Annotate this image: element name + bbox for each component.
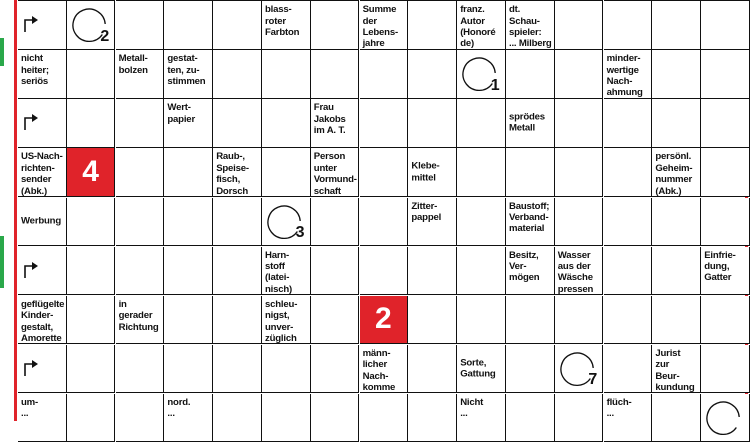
answer-cell[interactable] xyxy=(213,198,262,247)
clue-cell xyxy=(213,148,262,197)
solution-number: 3 xyxy=(295,224,305,241)
answer-cell[interactable] xyxy=(701,394,750,442)
answer-cell[interactable] xyxy=(164,345,213,394)
answer-cell[interactable] xyxy=(116,198,165,247)
clue-text: Harn- stoff (latei- nisch) xyxy=(265,249,293,295)
clue-text: persönl. Geheim- nummer (Abk.) xyxy=(655,151,693,197)
clue-cell xyxy=(262,247,311,296)
clue-cell xyxy=(18,198,67,247)
red-number-box[interactable] xyxy=(360,296,409,345)
answer-cell[interactable] xyxy=(652,247,701,296)
clue-text: dt. Schau- spieler: ... Milberg xyxy=(509,4,552,50)
answer-cell[interactable] xyxy=(213,394,262,442)
answer-cell[interactable] xyxy=(457,50,506,99)
answer-cell[interactable] xyxy=(604,99,653,148)
clue-cell xyxy=(506,247,555,296)
solution-number: 1 xyxy=(490,76,500,94)
answer-cell[interactable] xyxy=(604,345,653,394)
clue-text: Wasser aus der Wäsche pressen xyxy=(557,249,594,295)
answer-cell[interactable] xyxy=(604,148,653,197)
answer-cell[interactable] xyxy=(262,148,311,197)
answer-cell[interactable] xyxy=(213,247,262,296)
clue-text: Einfrie- dung, Gatter xyxy=(704,249,736,284)
clue-cell xyxy=(457,394,506,442)
answer-cell[interactable] xyxy=(652,50,701,99)
answer-cell[interactable] xyxy=(67,296,116,345)
clue-cell xyxy=(555,247,604,296)
clue-cell xyxy=(311,99,360,148)
answer-cell[interactable] xyxy=(311,394,360,442)
answer-cell[interactable] xyxy=(457,198,506,247)
answer-cell[interactable] xyxy=(506,296,555,345)
answer-cell[interactable] xyxy=(408,345,457,394)
clue-cell xyxy=(164,50,213,99)
clue-text: gestat- ten, zu- stimmen xyxy=(167,53,206,87)
answer-cell[interactable] xyxy=(18,1,67,50)
clue-text: um- ... xyxy=(21,396,38,420)
clue-text: Zitter- pappel xyxy=(411,200,442,223)
answer-cell[interactable] xyxy=(116,394,165,442)
answer-cell[interactable] xyxy=(652,1,701,50)
red-number-box[interactable] xyxy=(67,148,116,197)
answer-cell[interactable] xyxy=(262,345,311,394)
answer-cell[interactable] xyxy=(213,296,262,345)
answer-cell[interactable] xyxy=(555,345,604,394)
answer-cell[interactable] xyxy=(116,1,165,50)
answer-cell[interactable] xyxy=(701,99,750,148)
answer-cell[interactable] xyxy=(701,198,750,247)
answer-cell[interactable] xyxy=(555,1,604,50)
answer-cell[interactable] xyxy=(555,296,604,345)
answer-cell[interactable] xyxy=(408,296,457,345)
clue-cell xyxy=(506,1,555,50)
clue-cell xyxy=(604,50,653,99)
answer-cell[interactable] xyxy=(360,198,409,247)
answer-cell[interactable] xyxy=(262,394,311,442)
clue-text: US-Nach- richten- sender (Abk.) xyxy=(21,151,63,197)
answer-cell[interactable] xyxy=(701,1,750,50)
answer-cell[interactable] xyxy=(262,198,311,247)
clue-cell xyxy=(506,99,555,148)
answer-cell[interactable] xyxy=(18,99,67,148)
clue-text: Klebe- mittel xyxy=(411,160,440,184)
answer-cell[interactable] xyxy=(457,247,506,296)
clue-text: geflügelte Kinder- gestalt, Amorette xyxy=(21,298,65,344)
answer-cell[interactable] xyxy=(555,99,604,148)
answer-cell[interactable] xyxy=(311,296,360,345)
answer-cell[interactable] xyxy=(408,247,457,296)
answer-cell[interactable] xyxy=(360,148,409,197)
answer-cell[interactable] xyxy=(116,247,165,296)
clue-cell xyxy=(457,345,506,394)
clue-text: Wert- papier xyxy=(167,102,195,125)
green-mark-top xyxy=(0,38,4,66)
answer-cell[interactable] xyxy=(506,148,555,197)
answer-cell[interactable] xyxy=(116,345,165,394)
clue-text: schleu- nigst, unver- züglich xyxy=(265,298,298,344)
answer-cell[interactable] xyxy=(652,394,701,442)
clue-text: Raub-, Speise- fisch, Dorsch xyxy=(216,151,249,197)
clue-cell xyxy=(360,1,409,50)
answer-cell[interactable] xyxy=(262,50,311,99)
left-red-border xyxy=(14,0,17,421)
answer-cell[interactable] xyxy=(701,296,750,345)
answer-cell[interactable] xyxy=(360,50,409,99)
answer-cell[interactable] xyxy=(604,296,653,345)
answer-cell[interactable] xyxy=(408,99,457,148)
clue-text: Jurist zur Beur- kundung xyxy=(655,347,695,394)
answer-cell[interactable] xyxy=(457,99,506,148)
answer-cell[interactable] xyxy=(652,99,701,148)
red-box-number: 4 xyxy=(82,155,99,189)
clue-cell xyxy=(701,247,750,296)
answer-cell[interactable] xyxy=(311,247,360,296)
bent-arrow-icon xyxy=(22,15,40,33)
clue-cell xyxy=(408,198,457,247)
answer-cell[interactable] xyxy=(116,148,165,197)
answer-cell[interactable] xyxy=(555,148,604,197)
answer-cell[interactable] xyxy=(506,345,555,394)
bent-arrow-icon xyxy=(22,261,40,279)
clue-cell xyxy=(408,148,457,197)
answer-cell[interactable] xyxy=(67,345,116,394)
clue-cell xyxy=(262,296,311,345)
answer-cell[interactable] xyxy=(213,50,262,99)
answer-cell[interactable] xyxy=(67,99,116,148)
answer-cell[interactable] xyxy=(311,345,360,394)
answer-cell[interactable] xyxy=(408,1,457,50)
answer-cell[interactable] xyxy=(408,50,457,99)
clue-cell xyxy=(18,394,67,442)
clue-cell xyxy=(164,394,213,442)
solution-number: 2 xyxy=(100,27,110,45)
clue-cell xyxy=(18,50,67,99)
clue-text: nord. ... xyxy=(167,396,191,420)
answer-cell[interactable] xyxy=(360,247,409,296)
answer-cell[interactable] xyxy=(164,1,213,50)
clue-cell xyxy=(652,345,701,394)
clue-cell xyxy=(604,394,653,442)
answer-cell[interactable] xyxy=(311,198,360,247)
crossword-grid xyxy=(18,0,750,442)
answer-cell[interactable] xyxy=(555,394,604,442)
answer-cell[interactable] xyxy=(457,148,506,197)
clue-text: Metall- bolzen xyxy=(118,53,148,76)
answer-cell[interactable] xyxy=(701,50,750,99)
clue-cell xyxy=(506,198,555,247)
clue-text: Person unter Vormund- schaft xyxy=(313,151,357,197)
answer-cell[interactable] xyxy=(408,394,457,442)
answer-cell[interactable] xyxy=(18,247,67,296)
clue-text: Baustoff; Verband- material xyxy=(509,200,550,235)
clue-cell xyxy=(262,1,311,50)
clue-cell xyxy=(18,148,67,197)
answer-cell[interactable] xyxy=(360,394,409,442)
answer-cell[interactable] xyxy=(311,1,360,50)
answer-cell[interactable] xyxy=(116,99,165,148)
answer-cell[interactable] xyxy=(213,345,262,394)
answer-cell[interactable] xyxy=(701,345,750,394)
solution-circle-icon xyxy=(705,398,743,436)
answer-cell[interactable] xyxy=(164,148,213,197)
clue-cell xyxy=(18,296,67,345)
clue-cell xyxy=(360,345,409,394)
answer-cell[interactable] xyxy=(67,394,116,442)
clue-text: blass- roter Farbton xyxy=(265,4,300,38)
answer-cell[interactable] xyxy=(213,99,262,148)
solution-number: 7 xyxy=(588,371,598,389)
answer-cell[interactable] xyxy=(360,99,409,148)
clue-text: franz. Autor (Honoré de) xyxy=(460,4,496,50)
answer-cell[interactable] xyxy=(311,50,360,99)
answer-cell[interactable] xyxy=(652,296,701,345)
answer-cell[interactable] xyxy=(164,198,213,247)
answer-cell[interactable] xyxy=(506,50,555,99)
bent-arrow-icon xyxy=(22,359,40,377)
clue-cell xyxy=(116,50,165,99)
bent-arrow-icon xyxy=(22,113,40,131)
answer-cell[interactable] xyxy=(164,247,213,296)
clue-text: Werbung xyxy=(21,215,61,227)
answer-cell[interactable] xyxy=(67,247,116,296)
answer-cell[interactable] xyxy=(701,148,750,197)
answer-cell[interactable] xyxy=(67,1,116,50)
clue-cell xyxy=(164,99,213,148)
clue-text: Besitz, Ver- mögen xyxy=(509,249,540,284)
clue-text: Summe der Lebens- jahre xyxy=(362,4,398,50)
red-box-number: 2 xyxy=(375,302,392,336)
green-mark-bottom xyxy=(0,236,4,288)
answer-cell[interactable] xyxy=(67,50,116,99)
answer-cell[interactable] xyxy=(555,50,604,99)
answer-cell[interactable] xyxy=(652,198,701,247)
clue-cell xyxy=(457,1,506,50)
clue-text: in gerader Richtung xyxy=(118,298,159,333)
clue-text: flüch- ... xyxy=(606,396,632,420)
clue-text: männ- licher Nach- komme xyxy=(362,347,396,394)
clue-text: sprödes Metall xyxy=(509,111,545,135)
answer-cell[interactable] xyxy=(506,394,555,442)
clue-cell xyxy=(652,148,701,197)
clue-text: Nicht ... xyxy=(460,396,484,420)
answer-cell[interactable] xyxy=(604,198,653,247)
answer-cell[interactable] xyxy=(164,296,213,345)
clue-text: minder- wertige Nach- ahmung xyxy=(606,53,643,99)
answer-cell[interactable] xyxy=(213,1,262,50)
clue-text: nicht heiter; seriös xyxy=(21,53,49,87)
answer-cell[interactable] xyxy=(67,198,116,247)
answer-cell[interactable] xyxy=(604,1,653,50)
answer-cell[interactable] xyxy=(457,296,506,345)
answer-cell[interactable] xyxy=(604,247,653,296)
clue-cell xyxy=(116,296,165,345)
clue-text: Frau Jakobs im A. T. xyxy=(313,102,346,137)
answer-cell[interactable] xyxy=(262,99,311,148)
clue-text: Sorte, Gattung xyxy=(460,357,496,380)
answer-cell[interactable] xyxy=(18,345,67,394)
clue-cell xyxy=(311,148,360,197)
answer-cell[interactable] xyxy=(555,198,604,247)
